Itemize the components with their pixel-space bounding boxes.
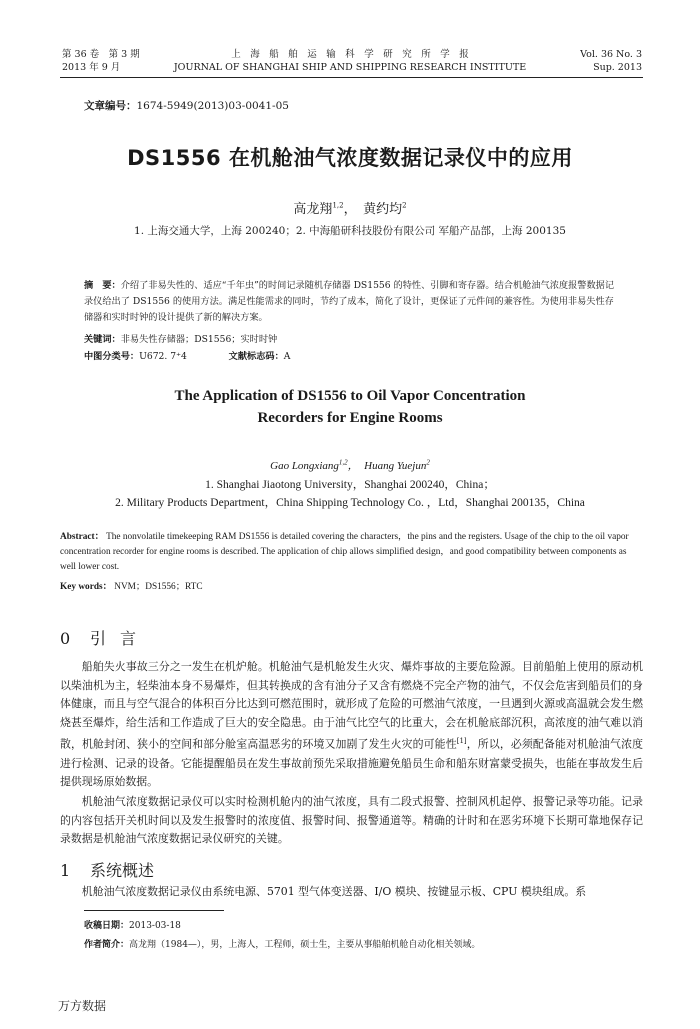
author-sep-cn: ， xyxy=(343,202,364,217)
title-en-line-2: Recorders for Engine Rooms xyxy=(257,410,443,426)
affiliation-cn: 1. 上海交通大学，上海 200240；2. 中海船研科技股份有限公司 军船产品部，上海 200135 xyxy=(134,225,566,237)
authors-en xyxy=(0,457,700,473)
keywords-en-label: Key words： xyxy=(60,582,112,592)
section-1-number: 1 xyxy=(60,861,71,880)
doc-code-label: 文献标志码： xyxy=(228,351,284,362)
author-bio-text: 高龙翔（1984—），男，上海人，工程师，硕士生，主要从事船舶机舱自动化相关领域。 xyxy=(129,940,481,950)
volume-line: 第 36 卷 第 3 期 xyxy=(62,49,140,60)
page-title-en xyxy=(0,385,700,429)
abstract-en-label: Abstract： xyxy=(60,532,104,542)
section-0-number: 0 xyxy=(60,629,71,648)
keywords-en-text: NVM；DS1556；RTC xyxy=(114,582,203,592)
paragraph-1-tail: ，所以，必须配备能对机舱油气浓度进行检测、记录的设备。它能提醒船员在发生事故前预先采取措施避免船员生命和船东财富蒙受损失，也能在事故发生后提供现场原始数据。 xyxy=(60,738,643,789)
supplement-line: Sup. 2013 xyxy=(593,62,642,73)
section-1-paragraph-1 xyxy=(60,883,643,902)
keywords-en xyxy=(60,578,203,592)
article-number-label: 文章编号： xyxy=(84,100,137,112)
title-en-line-1: The Application of DS1556 to Oil Vapor Concentration xyxy=(174,388,526,404)
section-1-title: 系统概述 xyxy=(90,861,155,880)
header-divider xyxy=(60,77,643,78)
keywords-cn-text: 非易失性存储器；DS1556；实时时钟 xyxy=(120,334,278,345)
journal-name-en: JOURNAL OF SHANGHAI SHIP AND SHIPPING RESEARCH INSTITUTE xyxy=(173,62,527,73)
section-0-paragraph-1 xyxy=(60,658,643,792)
keywords-cn xyxy=(84,331,277,345)
paragraph-1-text: 船舶失火事故三分之一发生在机炉舱。机舱油气是机舱发生火灾、爆炸事故的主要危险源。目前船舶上使用的原动机以柴油机为主，轻柴油本身不易爆炸，但其转换成的含有油分子又含有燃烧不完全产物的油气，不仅会危害到船员们的身体健康，而且与空气混合的体积百分比达到可燃范围时，就形成了危险的可燃油气浓度，一旦遇到火源或高温就会发生燃烧甚至爆炸，给生活和工作造成了巨大的安全隐患。由于油气比空气的比重大，会在机舱底部沉积，高浓度的油气难以消散，机舱封闭、狭小的空间和部分舱室高温恶劣的环境又加剧了发生火灾的可能性 xyxy=(60,660,643,751)
author-2-affil-en: 2 xyxy=(426,458,430,467)
classification-value: U672. 7⁺4 xyxy=(139,351,187,362)
footnote-divider xyxy=(84,910,224,911)
received-date xyxy=(84,918,181,931)
section-heading-0 xyxy=(60,626,150,649)
section-heading-1 xyxy=(60,858,154,881)
author-bio-label: 作者简介： xyxy=(84,940,130,950)
article-number xyxy=(84,98,289,113)
author-1-cn: 高龙翔 xyxy=(293,202,333,217)
watermark-text: 万方数据 xyxy=(58,999,107,1013)
abstract-cn xyxy=(84,278,619,326)
paragraph-2-text: 机舱油气浓度数据记录仪可以实时检测机舱内的油气浓度，具有二段式报警、控制风机起停、报警记录等功能。记录的内容包括开关机时间以及发生报警时的浓度值、报警时间、报警通道等。精确的计时和在恶劣环境下长期可靠地保存记录数据是机舱油气浓度数据记录仪研究的关键。 xyxy=(60,795,643,846)
page-title-cn: DS1556 在机舱油气浓度数据记录仪中的应用 xyxy=(127,146,573,170)
classification-label: 中图分类号： xyxy=(84,351,140,362)
abstract-cn-label: 摘 要： xyxy=(84,280,121,291)
affiliation-en-1: 1. Shanghai Jiaotong University，Shanghai 200240，China； xyxy=(205,479,495,491)
author-2-affil-cn: 2 xyxy=(402,201,407,210)
received-value: 2013-03-18 xyxy=(129,921,181,931)
journal-volume-en xyxy=(580,48,642,74)
author-2-cn: 黄约均 xyxy=(363,202,403,217)
classification xyxy=(84,348,290,362)
author-1-en: Gao Longxiang xyxy=(270,460,339,472)
received-label: 收稿日期： xyxy=(84,921,130,931)
author-bio xyxy=(84,937,480,950)
abstract-en-text: The nonvolatile timekeeping RAM DS1556 is detailed covering the characters，the pins and the registers. Usage of the chip to the oil vapor concentration recorder for engine rooms is described. The application of chip allows simplified design，and good compatibility between components as well lower cost. xyxy=(60,532,629,572)
section-1-paragraph-text: 机舱油气浓度数据记录仪由系统电源、5701 型气体变送器、I/O 模块、按键显示板、CPU 模块组成。系 xyxy=(81,885,587,898)
section-0-paragraph-2 xyxy=(60,793,643,849)
author-1-affil-cn: 1,2 xyxy=(332,201,344,210)
section-0-title: 引言 xyxy=(90,629,151,648)
author-sep-en: ， xyxy=(347,460,365,472)
volume-en-line: Vol. 36 No. 3 xyxy=(580,49,642,60)
date-line: 2013 年 9 月 xyxy=(62,62,121,73)
authors-cn xyxy=(0,198,700,217)
abstract-cn-text: 介绍了非易失性的、适应“千年虫”的时间记录随机存储器 DS1556 的特性、引脚和寄存器。结合机舱油气浓度报警数据记录仪给出了 DS1556 的使用方法。满足性能需求的同时，节约了成本，简化了设计，更保证了元件间的兼容性。为使用非易失性存储器和实时时钟的设计提供了新的解决方案。 xyxy=(84,280,615,323)
author-2-en: Huang Yuejun xyxy=(364,460,427,472)
citation-ref: [1] xyxy=(456,737,467,746)
keywords-cn-label: 关键词： xyxy=(84,334,121,345)
article-number-value: 1674-5949(2013)03-0041-05 xyxy=(136,100,289,112)
doc-code-value: A xyxy=(283,351,291,362)
journal-name-cn: 上 海 船 舶 运 输 科 学 研 究 所 学 报 xyxy=(231,49,469,60)
abstract-en xyxy=(60,530,643,575)
author-1-affil-en: 1,2 xyxy=(338,458,348,467)
affiliation-en-2: 2. Military Products Department，China Shipping Technology Co. ，Ltd，Shanghai 200135，China xyxy=(115,497,585,509)
